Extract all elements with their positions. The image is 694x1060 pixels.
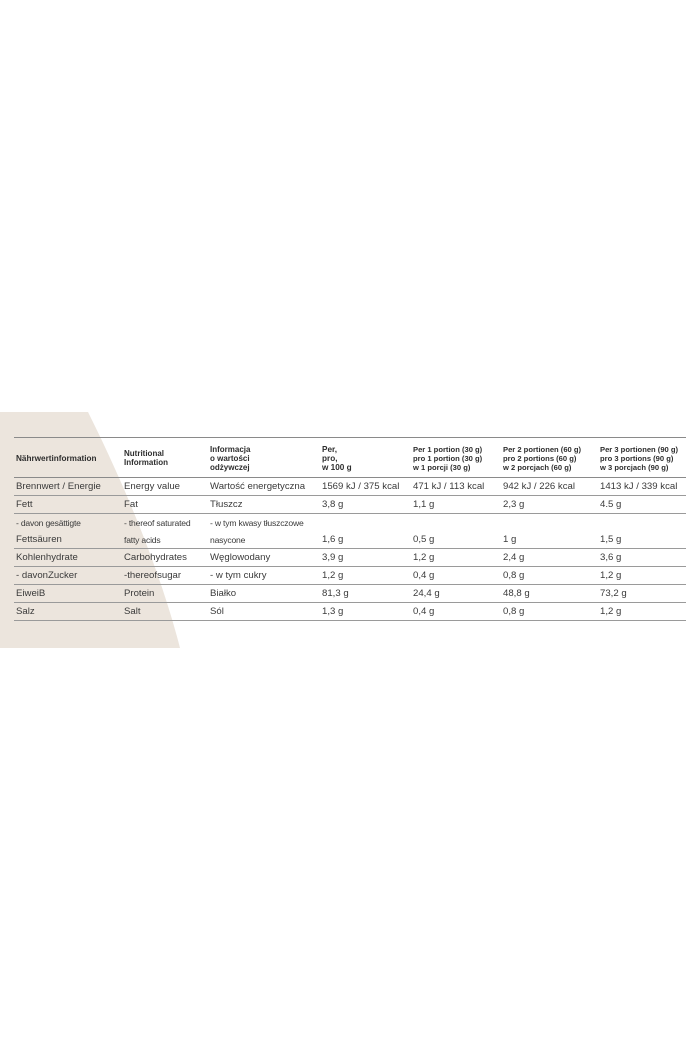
cell-1-portion: 1,1 g — [413, 499, 435, 510]
cell-de: - davon gesättigte — [16, 517, 81, 528]
cell-en: Protein — [124, 588, 155, 599]
cell-1-portion: 471 kJ / 113 kcal — [413, 481, 485, 492]
cell-de: Kohlenhydrate — [16, 552, 78, 563]
cell-per-100g: 81,3 g — [322, 588, 349, 599]
cell-3-portions: 1,5 g — [600, 534, 622, 545]
table-row-saturated-label — [14, 514, 686, 532]
header-2-portions: Per 2 portionen (60 g) pro 2 portions (60 g) w 2 porcjach (60 g) — [503, 444, 582, 472]
cell-de: EiweiB — [16, 588, 46, 599]
table-row-fat — [14, 496, 686, 514]
cell-pl: Białko — [210, 588, 237, 599]
cell-3-portions: 3,6 g — [600, 552, 622, 563]
header-informacja-o-wartosci: Informacja o wartości odżywczej — [210, 444, 251, 472]
cell-2-portions: 2,3 g — [503, 499, 525, 510]
cell-en: Energy value — [124, 481, 180, 492]
cell-3-portions: 1,2 g — [600, 570, 622, 581]
cell-en: Salt — [124, 606, 141, 617]
cell-3-portions: 1413 kJ / 339 kcal — [600, 481, 678, 492]
header-nutritional-information: Nutritional Information — [124, 449, 168, 467]
header-per-100g: Per, pro, w 100 g — [322, 444, 352, 472]
cell-per-100g: 1,2 g — [322, 570, 344, 581]
cell-per-100g: 3,9 g — [322, 552, 344, 563]
cell-2-portions: 0,8 g — [503, 570, 525, 581]
cell-per-100g — [320, 514, 411, 532]
header-nahrwertinformation: Nährwertinformation — [16, 453, 97, 463]
cell-1-portion: 0,4 g — [413, 570, 435, 581]
cell-per-100g: 1,6 g — [322, 534, 344, 545]
cell-2-portions: 0,8 g — [503, 606, 525, 617]
cell-1-portion: 0,5 g — [413, 534, 435, 545]
cell-de: Fett — [16, 499, 33, 510]
cell-en: fatty acids — [124, 534, 161, 545]
cell-de: Brennwert / Energie — [16, 481, 101, 492]
cell-pl: Węglowodany — [210, 552, 271, 563]
cell-pl: Wartość energetyczna — [210, 481, 306, 492]
table-row-protein — [14, 585, 686, 603]
cell-2-portions — [501, 514, 598, 532]
nutrition-table-container — [14, 437, 686, 621]
cell-de: Fettsäuren — [16, 534, 62, 545]
cell-2-portions: 2,4 g — [503, 552, 525, 563]
cell-3-portions: 73,2 g — [600, 588, 627, 599]
header-3-portions: Per 3 portionen (90 g) pro 3 portions (90 g) w 3 porcjach (90 g) — [600, 444, 679, 472]
table-row-carbohydrates — [14, 549, 686, 567]
header-1-portion: Per 1 portion (30 g) pro 1 portion (30 g) w 1 porcji (30 g) — [413, 444, 483, 472]
cell-en: - thereof saturated — [124, 517, 191, 528]
cell-pl: Tłuszcz — [210, 499, 243, 510]
table-row-saturated-fatty-acids — [14, 531, 686, 549]
cell-3-portions — [598, 514, 686, 532]
cell-pl: nasycone — [210, 534, 246, 545]
cell-3-portions: 1,2 g — [600, 606, 622, 617]
cell-2-portions: 48,8 g — [503, 588, 530, 599]
table-row-sugar — [14, 567, 686, 585]
table-row-energy — [14, 478, 686, 496]
cell-1-portion: 1,2 g — [413, 552, 435, 563]
cell-1-portion: 24,4 g — [413, 588, 440, 599]
cell-1-portion — [411, 514, 501, 532]
nutrition-table — [14, 437, 686, 621]
cell-pl: - w tym cukry — [210, 570, 267, 581]
cell-1-portion: 0,4 g — [413, 606, 435, 617]
table-header-row — [14, 438, 686, 478]
cell-2-portions: 1 g — [503, 534, 517, 545]
cell-pl: - w tym kwasy tłuszczowe — [210, 517, 304, 528]
cell-de: - davonZucker — [16, 570, 78, 581]
cell-en: -thereofsugar — [124, 570, 182, 581]
cell-per-100g: 1569 kJ / 375 kcal — [322, 481, 400, 492]
cell-per-100g: 1,3 g — [322, 606, 344, 617]
cell-per-100g: 3,8 g — [322, 499, 344, 510]
table-row-salt — [14, 603, 686, 621]
cell-pl: Sól — [210, 606, 224, 617]
cell-de: Salz — [16, 606, 35, 617]
cell-2-portions: 942 kJ / 226 kcal — [503, 481, 575, 492]
cell-en: Fat — [124, 499, 138, 510]
cell-en: Carbohydrates — [124, 552, 187, 563]
cell-3-portions: 4.5 g — [600, 499, 622, 510]
